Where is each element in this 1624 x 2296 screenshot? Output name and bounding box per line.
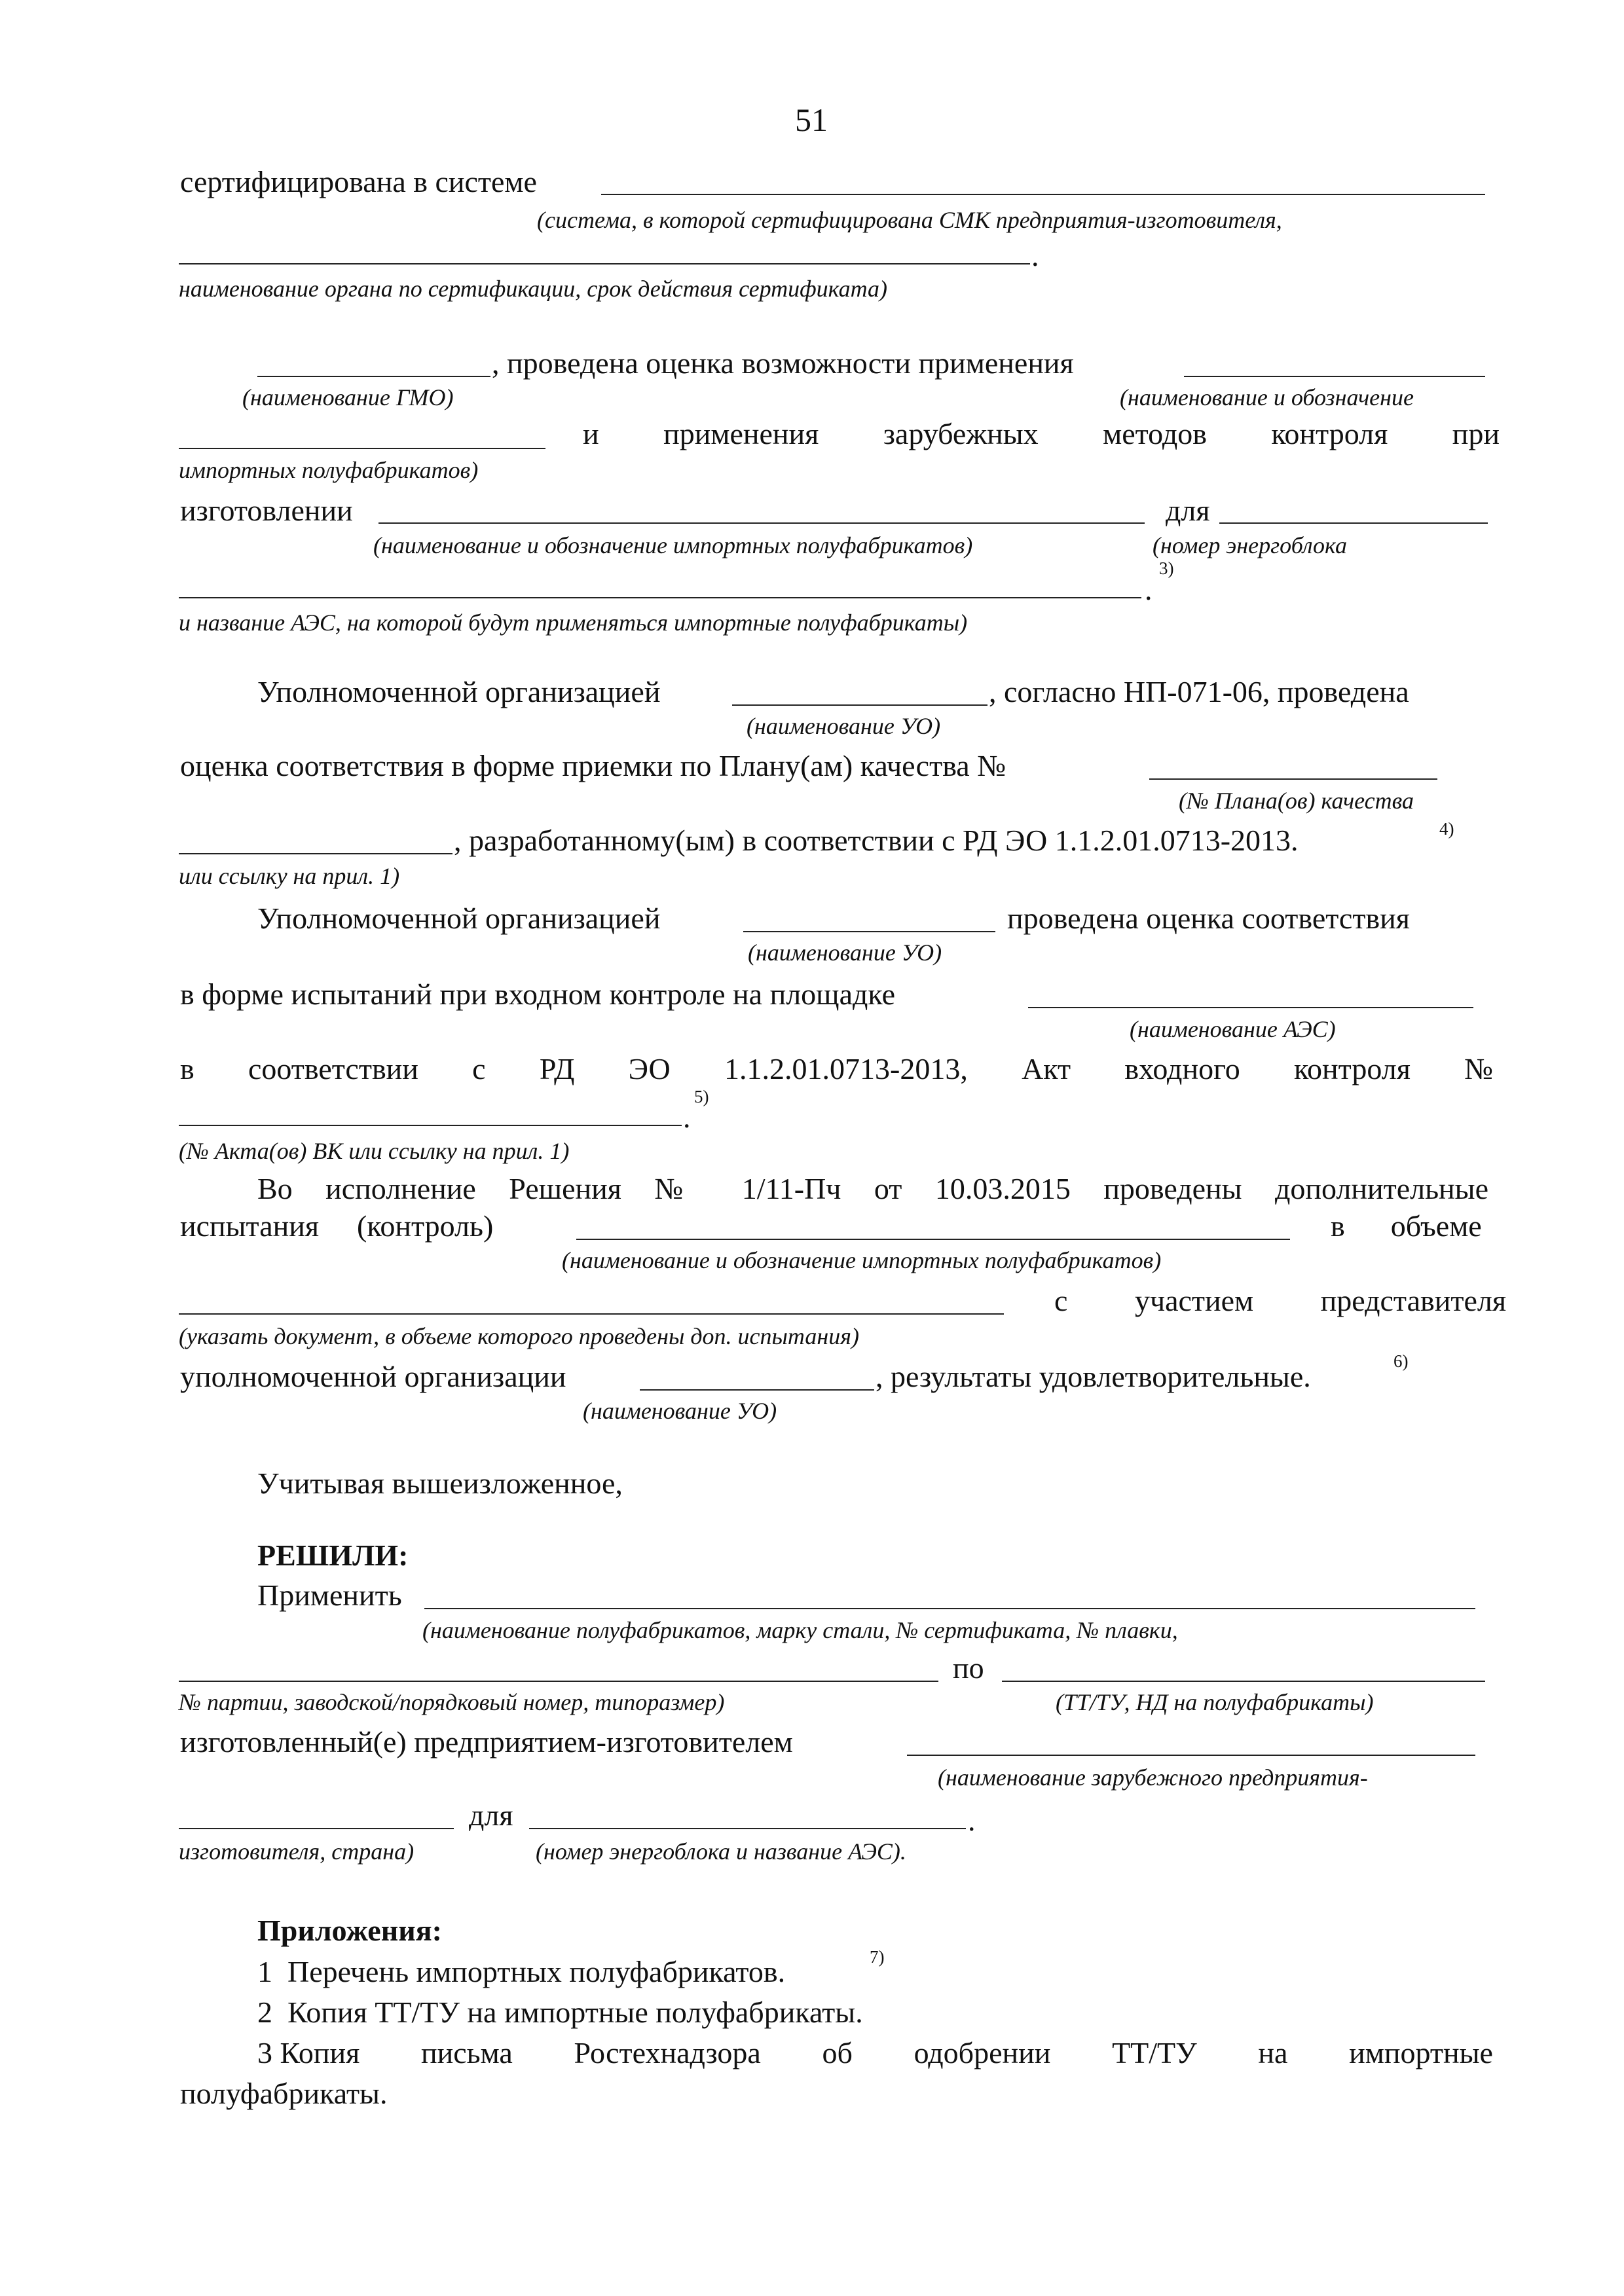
text-developed-per-rd: , разработанному(ым) в соответствии с РД ЭО 1.1.2.01.0713-2013. <box>454 824 1299 857</box>
hint-unit-npp: (номер энергоблока и название АЭС). <box>536 1838 906 1865</box>
footnote-6: 6) <box>1393 1351 1409 1371</box>
hint-system: (система, в которой сертифицирована СМК предприятия-изготовителя, <box>537 207 1282 233</box>
footnote-7: 7) <box>870 1947 885 1967</box>
hint-imported-name: (наименование и обозначение импортных полуфабрикатов) <box>373 532 973 558</box>
blank-power-unit <box>1219 522 1488 524</box>
text-manufactured-by: изготовленный(е) предприятием-изготовителем <box>180 1725 793 1758</box>
hint-batch: № партии, заводской/порядковый номер, типоразмер) <box>179 1689 725 1715</box>
blank-cert-body <box>179 263 1030 264</box>
text-in-volume <box>1331 1211 1482 1241</box>
blank-system <box>601 194 1485 195</box>
text-per-np: , согласно НП-071-06, проведена <box>989 675 1409 708</box>
word: Акт <box>1022 1052 1071 1085</box>
text-tests <box>180 1211 493 1241</box>
word: в <box>180 1052 194 1085</box>
page-number: 51 <box>795 101 828 138</box>
blank-act <box>179 1125 682 1126</box>
word: ТТ/ТУ <box>1112 2036 1197 2069</box>
heading-appendices: Приложения: <box>257 1914 442 1947</box>
text-for: для <box>469 1798 513 1832</box>
word: с <box>1054 1284 1068 1317</box>
hint-semi: (наименование полуфабрикатов, марку стали, № сертификата, № плавки, <box>422 1617 1178 1643</box>
word: одобрении <box>913 2036 1051 2069</box>
line-act <box>180 1054 1493 1084</box>
blank-tt <box>1002 1681 1485 1682</box>
word: методов <box>1103 417 1207 450</box>
footnote-5: 5) <box>694 1087 709 1106</box>
text-considering: Учитывая вышеизложенное, <box>257 1467 623 1500</box>
word: Ростехнадзора <box>574 2036 761 2069</box>
text-manufacturing: изготовлении <box>180 494 353 527</box>
word: РД <box>539 1052 575 1085</box>
blank-plan-ref <box>179 853 452 854</box>
text-authorized-org: Уполномоченной организацией <box>257 902 661 935</box>
word: на <box>1258 2036 1288 2069</box>
text-conformity-acceptance: оценка соответствия в форме приемки по Плану(ам) качества № <box>180 749 1006 782</box>
text-decision-line: Во исполнение Решения № 1/11-Пч от 10.03.2015 проведены дополнительные <box>257 1172 1488 1205</box>
word: соответствии <box>248 1052 418 1085</box>
hint-imported-semi: импортных полуфабрикатов) <box>179 457 479 483</box>
word: 1.1.2.01.0713-2013, <box>724 1052 968 1085</box>
word: объеме <box>1390 1209 1482 1243</box>
hint-document: (указать документ, в объеме которого проведены доп. испытания) <box>179 1323 859 1349</box>
blank-uo-2 <box>743 931 995 932</box>
blank-uo-1 <box>732 704 987 706</box>
hint-foreign-ent: (наименование зарубежного предприятия- <box>938 1764 1368 1791</box>
line-participation <box>1054 1286 1506 1316</box>
blank-npp <box>1028 1007 1473 1008</box>
blank-gmo <box>257 376 490 377</box>
word: испытания <box>180 1209 320 1243</box>
word: при <box>1452 417 1500 450</box>
hint-npp: (наименование АЭС) <box>1130 1016 1336 1042</box>
blank-uo-3 <box>640 1389 874 1391</box>
blank-imported-name <box>576 1239 1290 1240</box>
hint-power-unit: (номер энергоблока <box>1153 532 1347 558</box>
word: об <box>822 2036 853 2069</box>
dot: . <box>968 1804 976 1837</box>
blank-semi <box>424 1608 1475 1609</box>
hint-act: (№ Акта(ов) ВК или ссылку на прил. 1) <box>179 1138 570 1164</box>
word: входного <box>1124 1052 1240 1085</box>
word: с <box>472 1052 486 1085</box>
heading-decided: РЕШИЛИ: <box>257 1539 409 1572</box>
hint-tt: (ТТ/ТУ, НД на полуфабрикаты) <box>1056 1689 1374 1715</box>
hint-cert-body: наименование органа по сертификации, срок действия сертификата) <box>179 276 888 302</box>
hint-uo: (наименование УО) <box>747 713 941 739</box>
word: № <box>1464 1052 1493 1085</box>
blank-quality-plan <box>1149 778 1437 780</box>
blank-document <box>179 1313 1004 1315</box>
hint-or-ref: или ссылку на прил. 1) <box>179 863 400 889</box>
dot: . <box>683 1101 691 1134</box>
text-assessment-done: , проведена оценка возможности применения <box>492 346 1074 380</box>
appendix-item-3 <box>257 2038 1493 2068</box>
word: в <box>1331 1209 1345 1243</box>
hint-name-designation: (наименование и обозначение <box>1120 384 1414 410</box>
word: письма <box>421 2036 513 2069</box>
blank-foreign-methods <box>179 448 545 449</box>
word: зарубежных <box>883 417 1039 450</box>
word: импортные <box>1349 2036 1493 2069</box>
blank-foreign-ent <box>907 1755 1475 1756</box>
word: участием <box>1134 1284 1254 1317</box>
text-incoming-control: в форме испытаний при входном контроле на площадке <box>180 977 896 1011</box>
hint-imported-name: (наименование и обозначение импортных полуфабрикатов) <box>562 1247 1162 1273</box>
hint-gmo: (наименование ГМО) <box>242 384 454 410</box>
word: контроля <box>1271 417 1388 450</box>
footnote-4: 4) <box>1439 819 1454 839</box>
text-results-ok: , результаты удовлетворительные. <box>876 1360 1311 1393</box>
blank-application <box>1184 376 1485 377</box>
appendix-item-1: 1 Перечень импортных полуфабрикатов. <box>257 1955 786 1988</box>
hint-manufacturer-country: изготовителя, страна) <box>179 1838 415 1865</box>
word: (контроль) <box>357 1209 494 1243</box>
hint-quality-plan: (№ Плана(ов) качества <box>1179 788 1414 814</box>
blank-imported-semi <box>378 522 1145 524</box>
text-for: для <box>1166 494 1210 527</box>
word: и <box>583 417 599 450</box>
dot: . <box>1031 239 1039 272</box>
footnote-3: 3) <box>1159 558 1174 578</box>
blank-manufacturer-country <box>179 1828 454 1829</box>
hint-uo: (наименование УО) <box>583 1398 777 1424</box>
text-authorized-org: Уполномоченной организацией <box>257 675 661 708</box>
blank-batch <box>179 1681 938 1682</box>
blank-npp-name <box>179 597 1141 598</box>
text-apply: Применить <box>257 1578 402 1612</box>
word: применения <box>663 417 819 450</box>
hint-uo: (наименование УО) <box>748 939 942 966</box>
text-certified-in-system: сертифицирована в системе <box>180 165 537 198</box>
text-by: по <box>953 1651 984 1685</box>
text-authorized-org-lc: уполномоченной организации <box>180 1360 566 1393</box>
word: 3 Копия <box>257 2036 360 2069</box>
word: представителя <box>1320 1284 1506 1317</box>
word: ЭО <box>628 1052 671 1085</box>
line-foreign-methods <box>583 419 1500 449</box>
word: контроля <box>1294 1052 1411 1085</box>
appendix-item-3-cont: полуфабрикаты. <box>180 2077 388 2110</box>
appendix-item-2: 2 Копия ТТ/ТУ на импортные полуфабрикаты. <box>257 1995 863 2029</box>
hint-npp-name: и название АЭС, на которой будут применяться импортные полуфабрикаты) <box>179 610 968 636</box>
text-conformity-assessment: проведена оценка соответствия <box>1007 902 1410 935</box>
blank-unit-npp <box>529 1828 966 1829</box>
dot: . <box>1145 573 1153 606</box>
